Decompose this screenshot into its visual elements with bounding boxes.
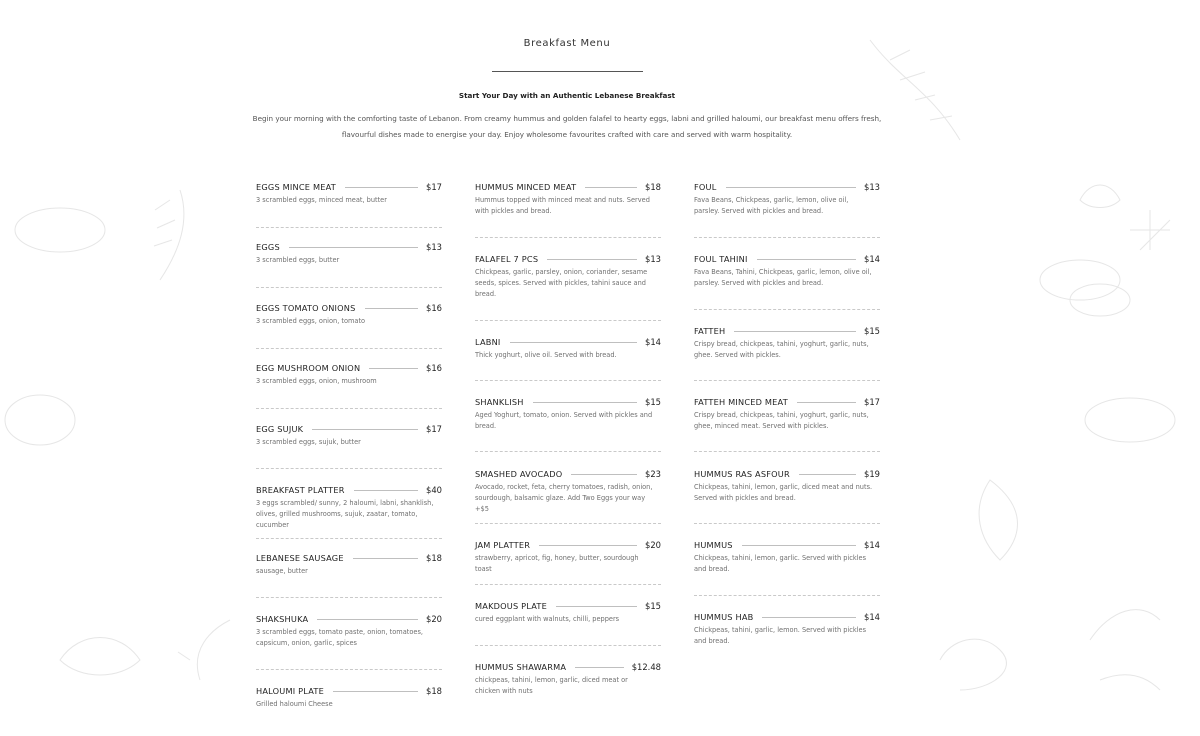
- menu-item: [256, 613, 442, 649]
- menu-title: Breakfast Menu: [523, 38, 611, 49]
- item-description: Crispy bread, chickpeas, tahini, yoghurt, garlic, nuts, ghee, minced meat. Served with pickles.: [694, 411, 869, 430]
- item-price: $14: [864, 254, 880, 264]
- item-name: FALAFEL 7 PCS: [475, 254, 539, 264]
- item-price: $14: [864, 540, 880, 550]
- item-description: 3 scrambled eggs, sujuk, butter: [256, 438, 361, 446]
- item-leader: [742, 545, 856, 546]
- menu-subtitle: Start Your Day with an Authentic Lebanese Breakfast: [458, 91, 676, 100]
- item-leader: [734, 331, 856, 332]
- item-price: $20: [645, 540, 661, 550]
- item-name: SMASHED AVOCADO: [475, 469, 563, 479]
- item-name: HUMMUS RAS ASFOUR: [694, 469, 790, 479]
- item-name: LABNI: [475, 337, 501, 347]
- item-name: MAKDOUS PLATE: [475, 601, 548, 611]
- menu-item: [256, 362, 442, 387]
- item-leader: [547, 259, 637, 260]
- item-price: $18: [645, 182, 661, 192]
- item-separator: [694, 309, 880, 310]
- item-leader: [757, 259, 856, 260]
- item-price: $13: [645, 254, 661, 264]
- item-leader: [726, 187, 856, 188]
- item-leader: [799, 474, 856, 475]
- item-price: $17: [864, 397, 880, 407]
- item-name: JAM PLATTER: [475, 540, 531, 550]
- item-name: EGGS: [256, 242, 280, 252]
- item-separator: [475, 380, 661, 381]
- item-separator: [256, 669, 442, 670]
- menu-item: [475, 181, 661, 217]
- item-name: HUMMUS HAB: [694, 612, 754, 622]
- item-leader: [312, 429, 418, 430]
- item-separator: [694, 451, 880, 452]
- item-leader: [762, 617, 856, 618]
- item-separator: [256, 287, 442, 288]
- item-description: strawberry, apricot, fig, honey, butter, sourdough toast: [475, 554, 639, 573]
- item-name: EGGS MINCE MEAT: [256, 182, 336, 192]
- item-description: Fava Beans, Chickpeas, garlic, lemon, olive oil, parsley. Served with pickles and bread.: [694, 196, 849, 215]
- item-leader: [556, 606, 637, 607]
- item-price: $19: [864, 469, 880, 479]
- item-separator: [256, 227, 442, 228]
- item-leader: [317, 619, 418, 620]
- item-leader: [575, 667, 624, 668]
- item-separator: [256, 597, 442, 598]
- menu-item: [475, 253, 661, 300]
- item-name: HUMMUS MINCED MEAT: [475, 182, 577, 192]
- menu-item: [694, 325, 880, 361]
- menu-item: [256, 552, 442, 577]
- menu-item: [256, 685, 442, 710]
- item-separator: [475, 237, 661, 238]
- item-separator: [475, 645, 661, 646]
- title-divider: [492, 71, 643, 72]
- item-description: 3 scrambled eggs, onion, tomato: [256, 317, 366, 325]
- item-separator: [256, 468, 442, 469]
- item-price: $13: [864, 182, 880, 192]
- menu-item: [694, 468, 880, 504]
- menu-item: [256, 423, 442, 448]
- menu-item: [256, 302, 442, 327]
- menu-item: [694, 539, 880, 575]
- item-leader: [333, 691, 418, 692]
- item-price: $13: [426, 242, 442, 252]
- item-description: Aged Yoghurt, tomato, onion. Served with pickles and bread.: [475, 411, 653, 430]
- item-leader: [533, 402, 637, 403]
- item-name: HALOUMI PLATE: [256, 686, 324, 696]
- item-name: FOUL: [694, 182, 717, 192]
- item-description: Chickpeas, tahini, garlic, lemon. Served with pickles and bread.: [694, 626, 867, 645]
- item-separator: [475, 523, 661, 524]
- item-description: Hummus topped with minced meat and nuts. Served with pickles and bread.: [475, 196, 650, 215]
- item-price: $20: [426, 614, 442, 624]
- item-separator: [694, 523, 880, 524]
- item-separator: [475, 584, 661, 585]
- item-separator: [694, 237, 880, 238]
- item-name: FOUL TAHINI: [694, 254, 748, 264]
- item-price: $15: [645, 601, 661, 611]
- item-description: 3 scrambled eggs, onion, mushroom: [256, 377, 377, 385]
- item-price: $14: [864, 612, 880, 622]
- item-price: $16: [426, 303, 442, 313]
- menu-item: [256, 484, 442, 531]
- item-name: BREAKFAST PLATTER: [256, 485, 345, 495]
- item-price: $18: [426, 553, 442, 563]
- item-name: FATTEH: [694, 326, 726, 336]
- item-description: 3 scrambled eggs, tomato paste, onion, tomatoes, capsicum, onion, garlic, spices: [256, 628, 423, 647]
- item-separator: [694, 595, 880, 596]
- item-price: $12.48: [631, 662, 661, 672]
- item-price: $16: [426, 363, 442, 373]
- item-leader: [289, 247, 418, 248]
- item-price: $14: [645, 337, 661, 347]
- item-description: Avocado, rocket, feta, cherry tomatoes, radish, onion, sourdough, balsamic glaze. Add Two Eggs your way +$5: [475, 483, 653, 513]
- item-leader: [571, 474, 637, 475]
- item-leader: [585, 187, 637, 188]
- item-name: HUMMUS SHAWARMA: [475, 662, 567, 672]
- item-leader: [354, 490, 418, 491]
- item-description: sausage, butter: [256, 567, 308, 575]
- item-description: 3 eggs scrambled/ sunny, 2 haloumi, labni, shanklish, olives, grilled mushrooms, sujuk, zaatar, tomato, cucumber: [256, 499, 434, 529]
- item-leader: [369, 368, 418, 369]
- item-description: cured eggplant with walnuts, chilli, peppers: [475, 615, 620, 623]
- item-name: SHAKSHUKA: [256, 614, 309, 624]
- item-name: HUMMUS: [694, 540, 733, 550]
- menu-item: [475, 336, 661, 361]
- item-description: chickpeas, tahini, lemon, garlic, diced meat or chicken with nuts: [475, 676, 628, 695]
- item-description: 3 scrambled eggs, minced meat, butter: [256, 196, 387, 204]
- item-leader: [510, 342, 637, 343]
- item-price: $15: [864, 326, 880, 336]
- item-price: $17: [426, 424, 442, 434]
- menu-intro: Begin your morning with the comforting taste of Lebanon. From creamy hummus and golden falafel to hearty eggs, labni and grilled haloumi, our breakfast menu offers fresh, flavourful dishes made to energise your day. Enjoy wholesome favourites crafted with care and served with warm hospitality.: [252, 114, 882, 139]
- item-name: EGGS TOMATO ONIONS: [256, 303, 356, 313]
- menu-item: [694, 396, 880, 432]
- menu-item: [475, 396, 661, 432]
- item-description: Chickpeas, tahini, lemon, garlic. Served with pickles and bread.: [694, 554, 867, 573]
- item-leader: [539, 545, 637, 546]
- item-price: $40: [426, 485, 442, 495]
- item-name: FATTEH MINCED MEAT: [694, 397, 788, 407]
- item-name: LEBANESE SAUSAGE: [256, 553, 344, 563]
- menu-item: [475, 600, 661, 625]
- menu-item: [475, 468, 661, 515]
- item-price: $23: [645, 469, 661, 479]
- menu-item: [694, 253, 880, 289]
- item-separator: [256, 538, 442, 539]
- menu-item: [475, 661, 661, 697]
- item-separator: [475, 451, 661, 452]
- item-name: SHANKLISH: [475, 397, 524, 407]
- item-description: Fava Beans, Tahini, Chickpeas, garlic, lemon, olive oil, parsley. Served with pickles and bread.: [694, 268, 872, 287]
- item-separator: [475, 320, 661, 321]
- menu-item: [256, 241, 442, 266]
- menu-item: [475, 539, 661, 575]
- item-leader: [353, 558, 418, 559]
- item-price: $17: [426, 182, 442, 192]
- menu-item: [694, 611, 880, 647]
- menu-item: [256, 181, 442, 206]
- item-leader: [797, 402, 856, 403]
- item-price: $15: [645, 397, 661, 407]
- item-separator: [694, 380, 880, 381]
- item-name: EGG MUSHROOM ONION: [256, 363, 361, 373]
- item-leader: [365, 308, 418, 309]
- item-separator: [256, 408, 442, 409]
- item-description: Grilled haloumi Cheese: [256, 700, 333, 708]
- item-separator: [256, 348, 442, 349]
- item-name: EGG SUJUK: [256, 424, 304, 434]
- item-leader: [345, 187, 418, 188]
- item-description: Thick yoghurt, olive oil. Served with bread.: [475, 351, 617, 359]
- item-description: Chickpeas, garlic, parsley, onion, coriander, sesame seeds, spices. Served with pickles, tahini sauce and bread.: [475, 268, 648, 298]
- item-description: Chickpeas, tahini, lemon, garlic, diced meat and nuts. Served with pickles and bread.: [694, 483, 873, 502]
- item-price: $18: [426, 686, 442, 696]
- menu-item: [694, 181, 880, 217]
- item-description: 3 scrambled eggs, butter: [256, 256, 340, 264]
- item-description: Crispy bread, chickpeas, tahini, yoghurt, garlic, nuts, ghee. Served with pickles.: [694, 340, 869, 359]
